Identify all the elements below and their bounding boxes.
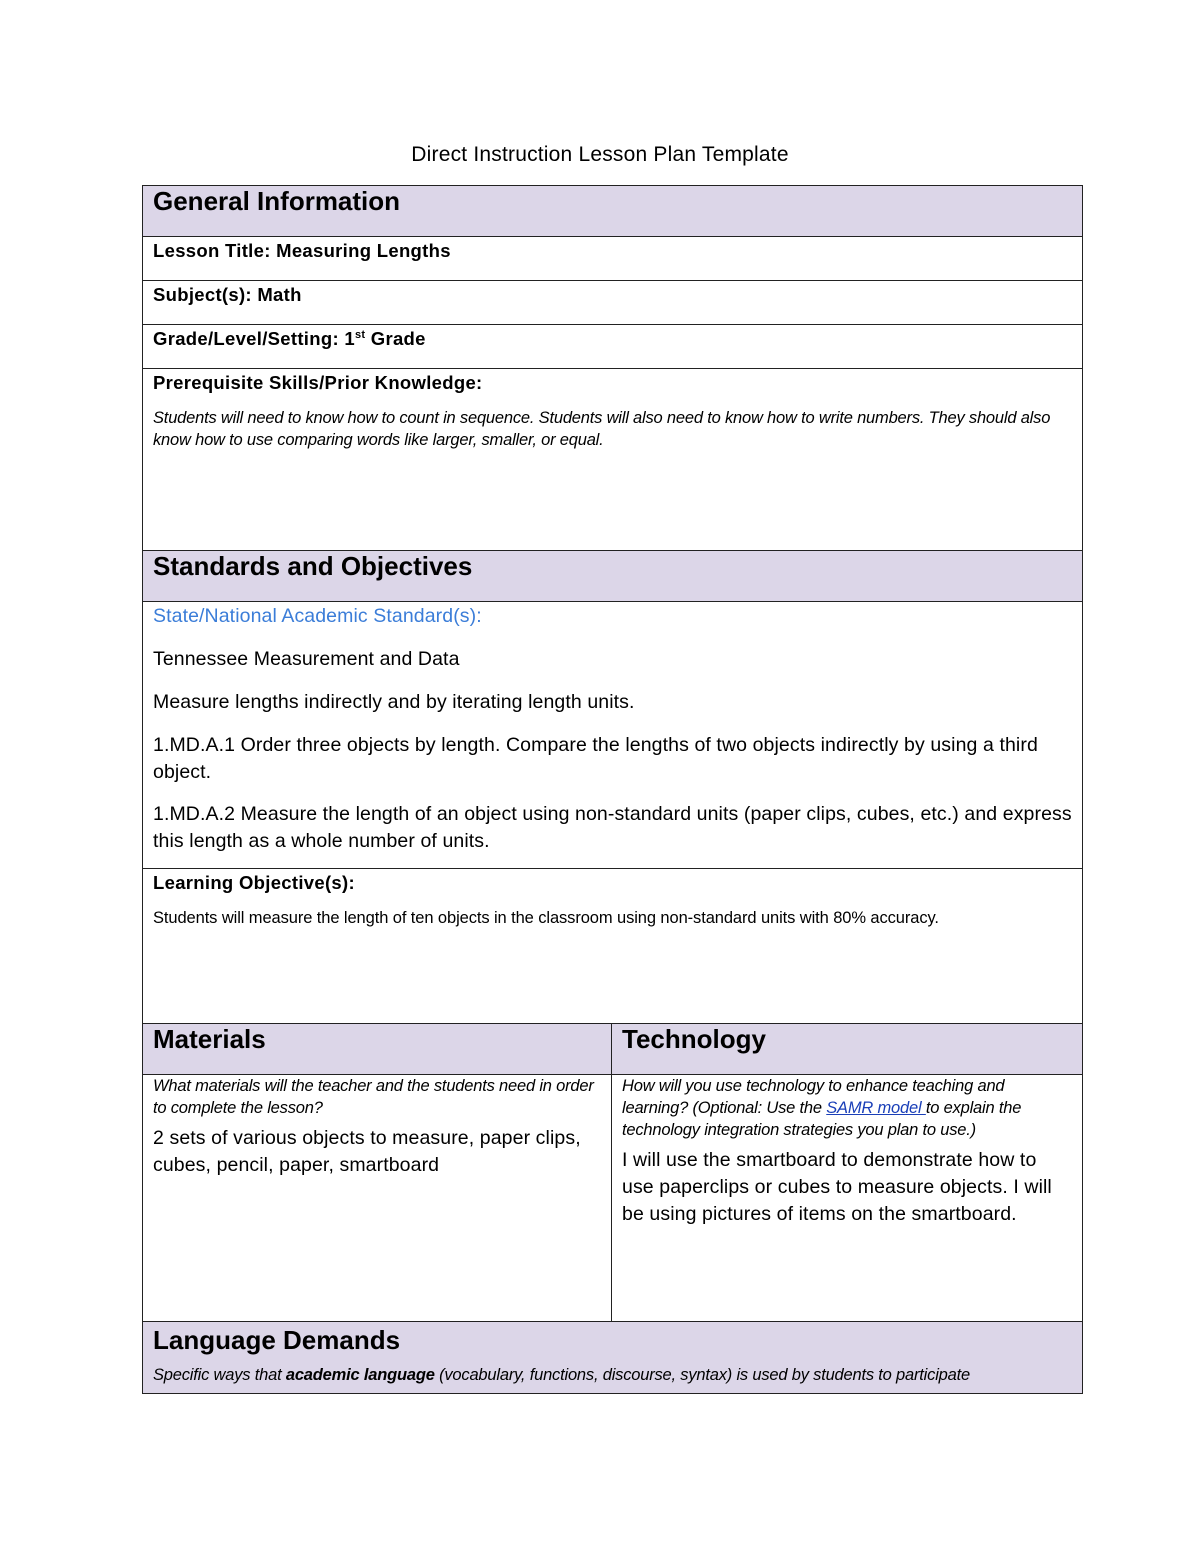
technology-title: Technology [622,1024,766,1054]
materials-title: Materials [153,1024,266,1054]
learning-objective-text: Students will measure the length of ten objects in the classroom using non-standard units with 80% accuracy. [153,909,939,927]
subject-cell [143,281,1083,325]
standard-item: Tennessee Measurement and Data [153,648,460,670]
standard-item: 1.MD.A.1 Order three objects by length. Compare the lengths of two objects indirectly by using a third object. [153,734,1038,783]
grade-cell [143,325,1083,369]
document-title: Direct Instruction Lesson Plan Template [411,143,789,166]
technology-header [612,1024,1083,1075]
materials-prompt: What materials will the teacher and the students need in order to complete the lesson? [153,1077,594,1117]
general-information-header [143,186,1083,237]
standard-item: 1.MD.A.2 Measure the length of an object using non-standard units (paper clips, cubes, etc.) and express this length as a whole number of units. [153,803,1072,852]
general-information-title: General Information [153,186,401,216]
technology-cell [612,1075,1083,1322]
technology-prompt: How will you use technology to enhance teaching and learning? (Optional: Use the SAMR model to explain the technology integration strategies you plan to use.) [622,1077,1022,1139]
grade-label: Grade/Level/Setting: 1st Grade [153,328,426,349]
learning-objective-label: Learning Objective(s): [153,872,355,893]
language-demands-title: Language Demands [153,1325,401,1355]
standard-item: Measure lengths indirectly and by iterating length units. [153,691,635,713]
learning-objective-cell [143,869,1083,1024]
materials-cell [143,1075,612,1322]
lesson-plan-table [142,185,1083,1394]
standards-objectives-title: Standards and Objectives [153,551,473,581]
lesson-title-cell [143,237,1083,281]
lesson-title-label: Lesson Title: Measuring Lengths [153,240,451,261]
language-demands-text: Specific ways that academic language (vocabulary, functions, discourse, syntax) is used by students to participate [153,1366,970,1384]
prerequisite-label: Prerequisite Skills/Prior Knowledge: [153,372,483,393]
prerequisite-text: Students will need to know how to count in sequence. Students will also need to know how to write numbers. They should also know how to use comparing words like larger, smaller, or equal. [153,409,1051,449]
prerequisite-cell [143,369,1083,551]
standards-cell [143,602,1083,869]
samr-model-link[interactable]: SAMR model [826,1099,926,1117]
technology-answer: I will use the smartboard to demonstrate how to use paperclips or cubes to measure objects. I will be using pictures of items on the smartboard. [622,1149,1052,1225]
standards-objectives-header [143,551,1083,602]
subject-label: Subject(s): Math [153,284,302,305]
materials-answer: 2 sets of various objects to measure, paper clips, cubes, pencil, paper, smartboard [153,1127,581,1176]
standards-label: State/National Academic Standard(s): [153,605,482,627]
materials-header [143,1024,612,1075]
language-demands-cell [143,1322,1083,1394]
